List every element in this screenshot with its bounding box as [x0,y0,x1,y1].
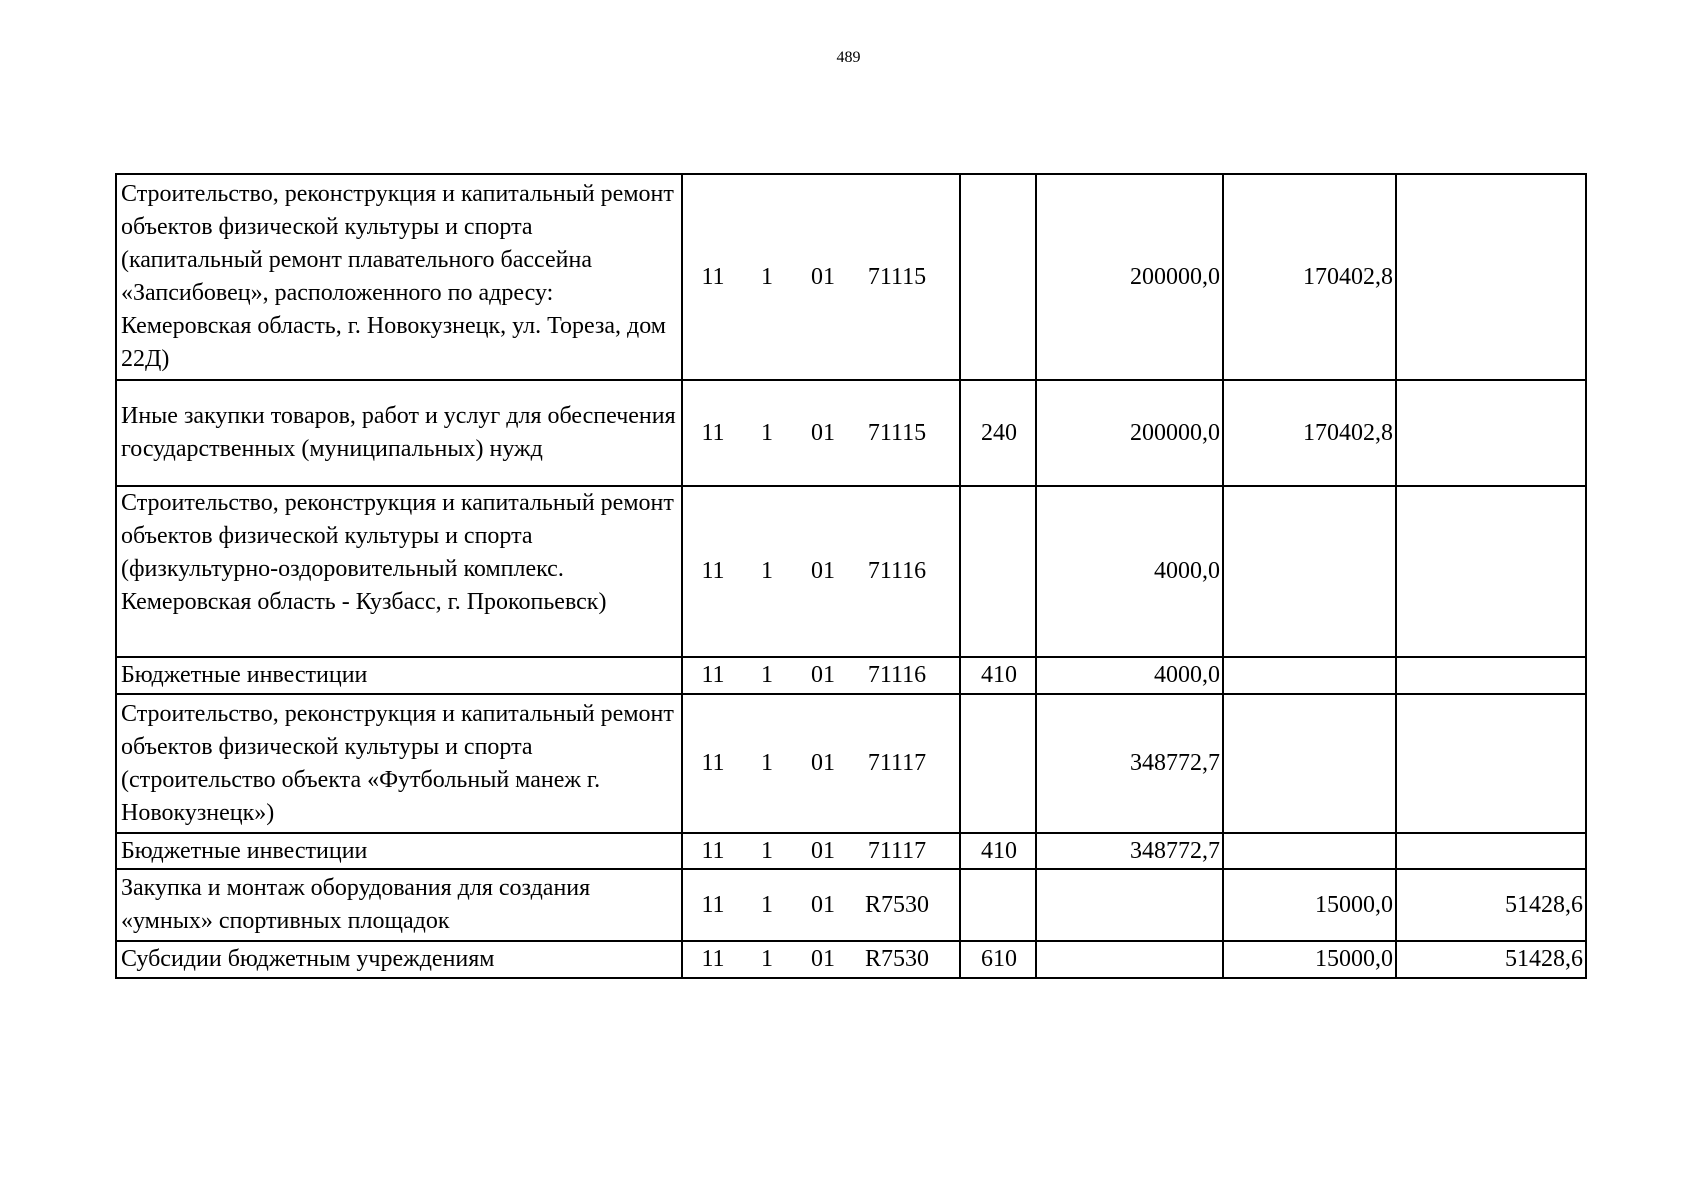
amount-year-3 [1396,833,1586,869]
program-code: 01 [811,662,835,688]
amount-year-3 [1396,657,1586,694]
section-code: 11 [701,662,725,688]
table-row [116,657,1586,694]
row-description: Строительство, реконструкция и капитальный ремонт объектов физической культуры и спорта (физкультурно-оздоровительный комплекс. Кемеровская область - Кузбасс, г. Прокопьевск) [116,486,682,657]
table-row [116,941,1586,978]
subsection-code: 1 [761,750,773,776]
expense-type-code: 610 [960,941,1036,978]
amount-year-2: 15000,0 [1223,941,1396,978]
classification-codes [682,380,960,486]
program-code: 01 [811,750,835,776]
amount-year-1: 200000,0 [1036,174,1223,380]
amount-year-2 [1223,694,1396,833]
amount-year-3 [1396,174,1586,380]
expense-type-code: 410 [960,657,1036,694]
amount-year-3: 51428,6 [1396,941,1586,978]
target-article-code: 71115 [867,263,927,290]
subsection-code: 1 [761,263,773,290]
table-row [116,694,1586,833]
section-code: 11 [701,837,725,864]
section-code: 11 [701,891,725,918]
amount-year-1 [1036,869,1223,941]
expense-type-code: 410 [960,833,1036,869]
subsection-code: 1 [761,891,773,918]
table-row [116,869,1586,941]
section-code: 11 [701,946,725,972]
target-article-code: 71115 [867,419,927,446]
amount-year-3 [1396,486,1586,657]
row-description: Субсидии бюджетным учреждениям [116,941,682,978]
section-code: 11 [701,263,725,290]
program-code: 01 [811,558,835,584]
program-code: 01 [811,263,835,290]
amount-year-3: 51428,6 [1396,869,1586,941]
subsection-code: 1 [761,558,773,584]
amount-year-1: 4000,0 [1036,486,1223,657]
row-description: Бюджетные инвестиции [116,657,682,694]
subsection-code: 1 [761,837,773,864]
expense-type-code [960,694,1036,833]
row-description: Закупка и монтаж оборудования для создания «умных» спортивных площадок [116,869,682,941]
target-article-code: 71117 [867,837,927,864]
amount-year-1: 348772,7 [1036,694,1223,833]
amount-year-2 [1223,657,1396,694]
section-code: 11 [701,419,725,446]
amount-year-3 [1396,694,1586,833]
target-article-code: 71116 [867,558,927,584]
expense-type-code [960,486,1036,657]
classification-codes [682,833,960,869]
amount-year-1: 200000,0 [1036,380,1223,486]
section-code: 11 [701,558,725,584]
target-article-code: R7530 [864,946,929,972]
amount-year-1: 348772,7 [1036,833,1223,869]
classification-codes [682,174,960,380]
classification-codes [682,657,960,694]
row-description: Строительство, реконструкция и капитальный ремонт объектов физической культуры и спорта (строительство объекта «Футбольный манеж г. Новокузнецк») [116,694,682,833]
target-article-code: 71117 [867,750,927,776]
program-code: 01 [811,837,835,864]
amount-year-2: 170402,8 [1223,380,1396,486]
classification-codes [682,486,960,657]
amount-year-1 [1036,941,1223,978]
table-row [116,486,1586,657]
amount-year-2: 170402,8 [1223,174,1396,380]
classification-codes [682,694,960,833]
target-article-code: 71116 [867,662,927,688]
expense-type-code [960,174,1036,380]
row-description: Строительство, реконструкция и капитальный ремонт объектов физической культуры и спорта (капитальный ремонт плавательного бассейна «Запсибовец», расположенного по адресу: Кемеровская область, г. Новокузнецк, ул. Тореза, дом 22Д) [116,174,682,380]
table-row [116,380,1586,486]
program-code: 01 [811,891,835,918]
program-code: 01 [811,946,835,972]
section-code: 11 [701,750,725,776]
program-code: 01 [811,419,835,446]
amount-year-2 [1223,833,1396,869]
subsection-code: 1 [761,662,773,688]
classification-codes [682,869,960,941]
row-description: Иные закупки товаров, работ и услуг для обеспечения государственных (муниципальных) нужд [116,380,682,486]
target-article-code: R7530 [864,891,929,918]
table-row [116,833,1586,869]
expense-type-code [960,869,1036,941]
amount-year-1: 4000,0 [1036,657,1223,694]
row-description: Бюджетные инвестиции [116,833,682,869]
table-row [116,174,1586,380]
page-number: 489 [836,49,861,66]
amount-year-3 [1396,380,1586,486]
amount-year-2: 15000,0 [1223,869,1396,941]
subsection-code: 1 [761,419,773,446]
classification-codes [682,941,960,978]
subsection-code: 1 [761,946,773,972]
budget-table [115,173,1587,979]
amount-year-2 [1223,486,1396,657]
expense-type-code: 240 [960,380,1036,486]
